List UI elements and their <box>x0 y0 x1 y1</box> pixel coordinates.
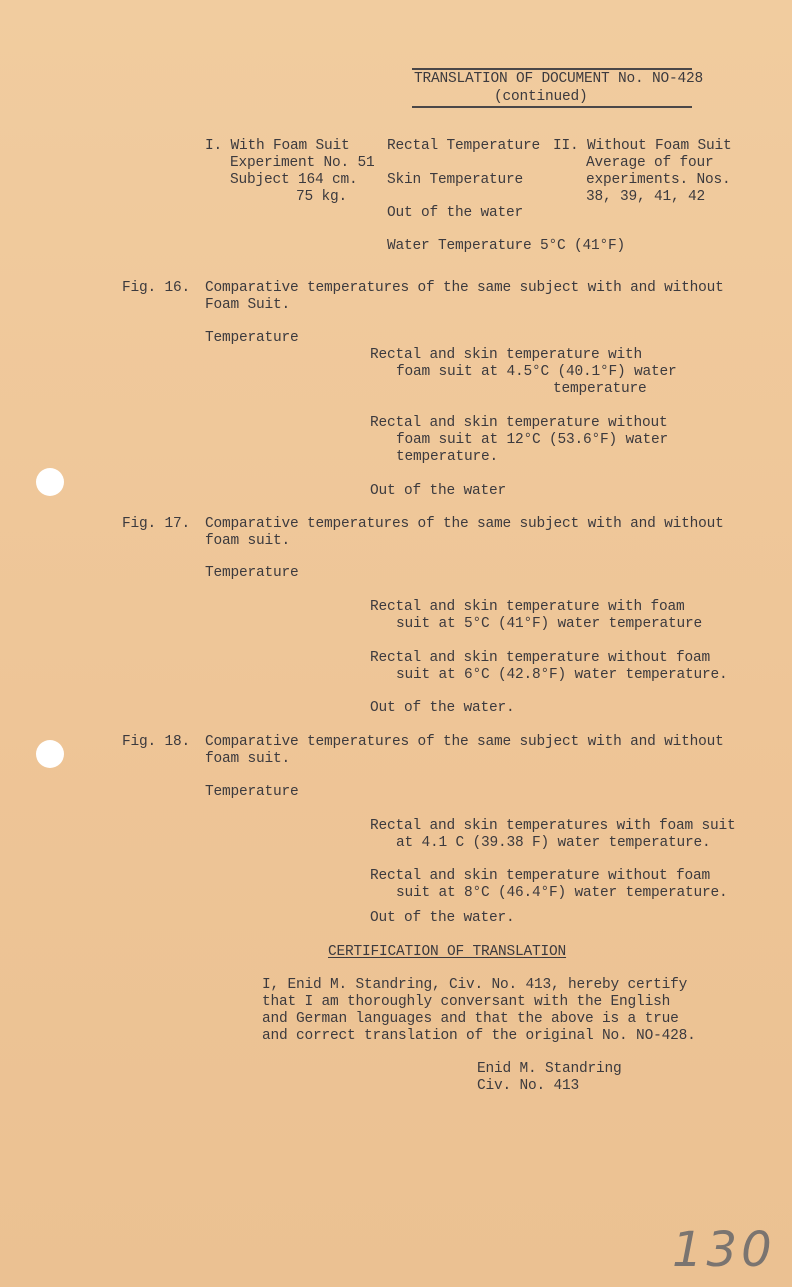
note-line: Rectal and skin temperatures with foam suit <box>370 818 736 834</box>
note-line: foam suit at 12°C (53.6°F) water <box>396 432 669 448</box>
out-of-water: Out of the water. <box>370 910 515 926</box>
legend-left-line: 75 kg. <box>296 189 348 205</box>
legend-right-line: experiments. Nos. <box>586 172 731 188</box>
header-rule-top <box>412 68 692 70</box>
legend-right-line: Average of four <box>586 155 714 171</box>
document-subtitle: (continued) <box>494 89 588 105</box>
legend-middle-line: Out of the water <box>387 205 524 221</box>
punch-hole-bottom <box>36 740 64 768</box>
certification-title: CERTIFICATION OF TRANSLATION <box>328 944 567 960</box>
figure-caption: Foam Suit. <box>205 297 291 313</box>
punch-hole-top <box>36 468 64 496</box>
figure-caption: Comparative temperatures of the same subject with and without <box>205 280 724 296</box>
note-line: suit at 6°C (42.8°F) water temperature. <box>396 667 728 683</box>
legend-left-line: Subject 164 cm. <box>230 172 358 188</box>
axis-label: Temperature <box>205 784 299 800</box>
signature-civ-no: Civ. No. 413 <box>477 1078 580 1094</box>
axis-label: Temperature <box>205 565 299 581</box>
figure-caption: foam suit. <box>205 533 291 549</box>
out-of-water: Out of the water <box>370 483 507 499</box>
document-title: TRANSLATION OF DOCUMENT No. NO-428 <box>414 71 704 87</box>
legend-middle-line: Rectal Temperature <box>387 138 541 154</box>
legend-right-line: 38, 39, 41, 42 <box>586 189 706 205</box>
figure-caption: Comparative temperatures of the same subject with and without <box>205 516 724 532</box>
legend-left-line: Experiment No. 51 <box>230 155 375 171</box>
certification-line: that I am thoroughly conversant with the English <box>262 994 671 1010</box>
note-line: Rectal and skin temperature with foam <box>370 599 685 615</box>
axis-label: Temperature <box>205 330 299 346</box>
certification-line: and correct translation of the original No. NO-428. <box>262 1028 696 1044</box>
note-line: at 4.1 C (39.38 F) water temperature. <box>396 835 711 851</box>
note-line: suit at 5°C (41°F) water temperature <box>396 616 703 632</box>
signature-name: Enid M. Standring <box>477 1061 622 1077</box>
figure-caption: foam suit. <box>205 751 291 767</box>
note-line: Rectal and skin temperature without foam <box>370 868 711 884</box>
figure-caption: Comparative temperatures of the same subject with and without <box>205 734 724 750</box>
figure-label: Fig. 18. <box>122 734 191 750</box>
certification-line: and German languages and that the above is a true <box>262 1011 679 1027</box>
note-line: Rectal and skin temperature with <box>370 347 643 363</box>
legend-right-line: II. Without Foam Suit <box>553 138 732 154</box>
note-line: suit at 8°C (46.4°F) water temperature. <box>396 885 728 901</box>
note-line: temperature. <box>396 449 499 465</box>
certification-line: I, Enid M. Standring, Civ. No. 413, hereby certify <box>262 977 688 993</box>
header-rule-bottom <box>412 106 692 108</box>
note-line: Rectal and skin temperature without foam <box>370 650 711 666</box>
figure-label: Fig. 17. <box>122 516 191 532</box>
legend-middle-line: Skin Temperature <box>387 172 524 188</box>
figure-label: Fig. 16. <box>122 280 191 296</box>
legend-left-line: I. With Foam Suit <box>205 138 350 154</box>
water-temperature: Water Temperature 5°C (41°F) <box>387 238 626 254</box>
out-of-water: Out of the water. <box>370 700 515 716</box>
note-line: temperature <box>553 381 647 397</box>
note-line: foam suit at 4.5°C (40.1°F) water <box>396 364 677 380</box>
note-line: Rectal and skin temperature without <box>370 415 668 431</box>
page-number: 130 <box>672 1222 776 1278</box>
